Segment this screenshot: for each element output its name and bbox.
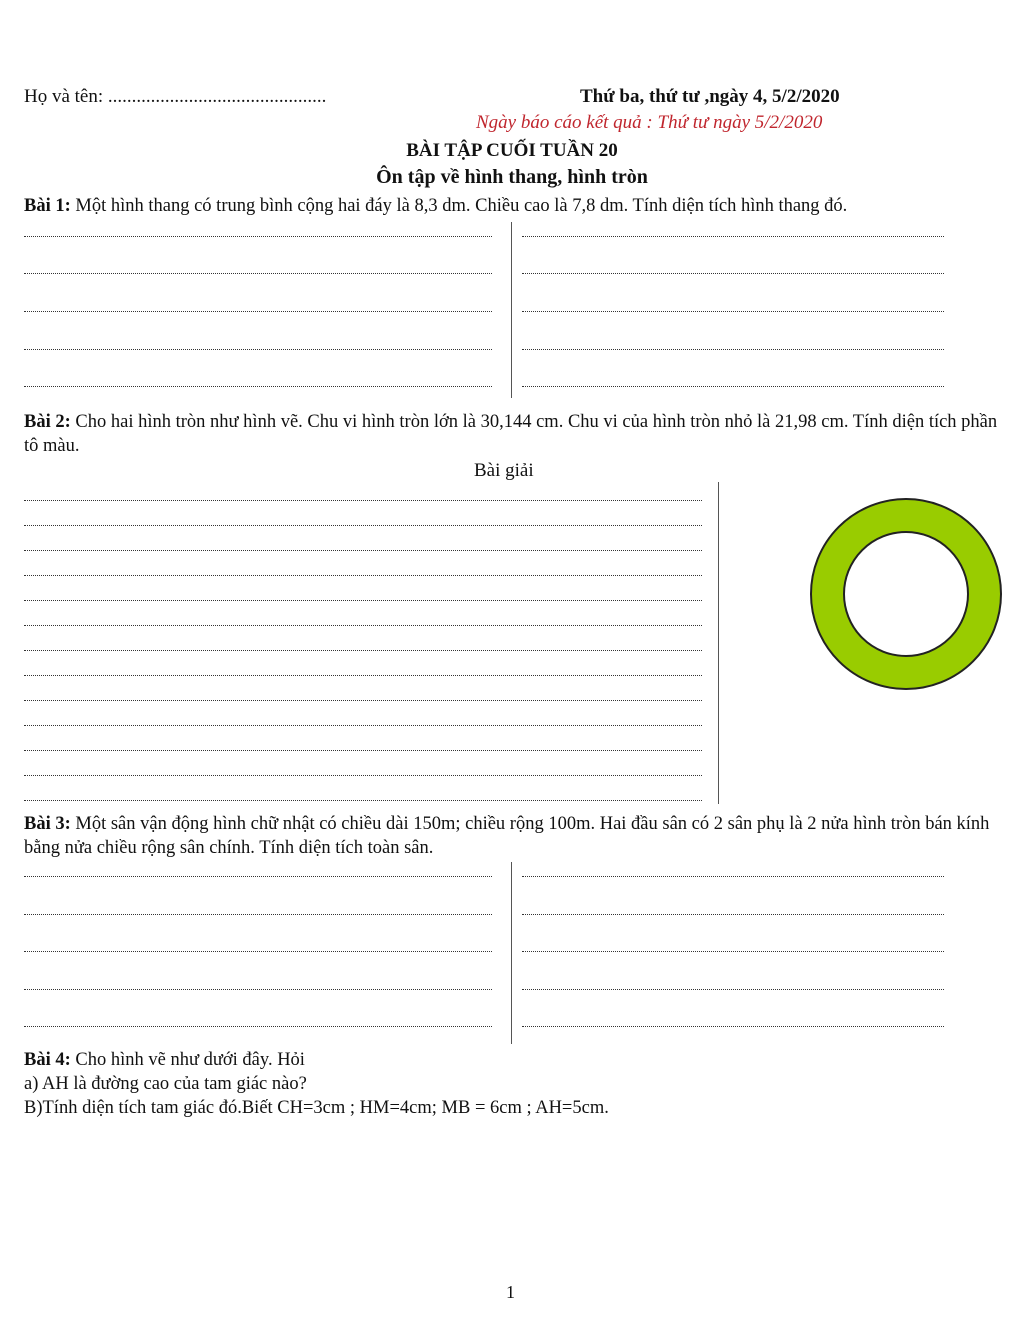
answer-line-right[interactable]	[522, 349, 944, 350]
exercise-4-part-b: B)Tính diện tích tam giác đó.Biết CH=3cm ; HM=4cm; MB = 6cm ; AH=5cm.	[24, 1098, 609, 1118]
answer-line[interactable]	[24, 750, 702, 751]
answer-line-right[interactable]	[522, 236, 944, 237]
exercise-3	[24, 812, 1004, 860]
exercise-2-column-divider	[718, 482, 719, 804]
exercise-4-text: Cho hình vẽ như dưới đây. Hỏi	[70, 1050, 305, 1070]
page-number: 1	[506, 1282, 515, 1302]
answer-line[interactable]	[24, 650, 702, 651]
answer-line[interactable]	[24, 575, 702, 576]
answer-line-left[interactable]	[24, 349, 492, 350]
answer-line-left[interactable]	[24, 914, 492, 915]
answer-line-right[interactable]	[522, 989, 944, 990]
worksheet-subtitle: Ôn tập về hình thang, hình tròn	[376, 166, 648, 188]
exercise-1-label: Bài 1:	[24, 196, 71, 216]
exercise-1-text: Một hình thang có trung bình cộng hai đáy là 8,3 dm. Chiều cao là 7,8 dm. Tính diện tích hình thang đó.	[70, 196, 848, 216]
exercise-4-part-a: a) AH là đường cao của tam giác nào?	[24, 1074, 307, 1094]
answer-line[interactable]	[24, 625, 702, 626]
worksheet-title: BÀI TẬP CUỐI TUẦN 20	[406, 140, 618, 161]
answer-line[interactable]	[24, 800, 702, 801]
exercise-3-column-divider	[511, 862, 512, 1044]
answer-line[interactable]	[24, 700, 702, 701]
exercise-3-label: Bài 3:	[24, 814, 71, 834]
exercise-2-label: Bài 2:	[24, 412, 71, 432]
answer-line[interactable]	[24, 775, 702, 776]
exercise-4-label: Bài 4:	[24, 1050, 71, 1070]
answer-line-right[interactable]	[522, 386, 944, 387]
exercise-1	[24, 194, 1004, 218]
answer-line-left[interactable]	[24, 236, 492, 237]
answer-line-left[interactable]	[24, 311, 492, 312]
date-heading: Thứ ba, thứ tư ,ngày 4, 5/2/2020	[580, 86, 840, 107]
exercise-2-text: Cho hai hình tròn như hình vẽ. Chu vi hình tròn lớn là 30,144 cm. Chu vi của hình tròn nhỏ là 21,98 cm. Tính diện tích phần tô màu.	[24, 412, 998, 456]
answer-line[interactable]	[24, 525, 702, 526]
answer-line-left[interactable]	[24, 876, 492, 877]
answer-line[interactable]	[24, 600, 702, 601]
answer-line-right[interactable]	[522, 273, 944, 274]
answer-line[interactable]	[24, 500, 702, 501]
answer-line-right[interactable]	[522, 951, 944, 952]
ring-figure	[808, 496, 1004, 692]
answer-line-right[interactable]	[522, 1026, 944, 1027]
answer-line-left[interactable]	[24, 273, 492, 274]
small-circle	[844, 532, 968, 656]
exercise-4	[24, 1048, 1004, 1072]
answer-line-right[interactable]	[522, 914, 944, 915]
answer-line-left[interactable]	[24, 989, 492, 990]
exercise-2	[24, 410, 1004, 458]
exercise-1-column-divider	[511, 222, 512, 398]
answer-line[interactable]	[24, 675, 702, 676]
answer-line-right[interactable]	[522, 876, 944, 877]
report-date: Ngày báo cáo kết quả : Thứ tư ngày 5/2/2020	[476, 112, 823, 133]
answer-line[interactable]	[24, 725, 702, 726]
answer-line-left[interactable]	[24, 1026, 492, 1027]
answer-line-left[interactable]	[24, 951, 492, 952]
answer-line-left[interactable]	[24, 386, 492, 387]
exercise-3-text: Một sân vận động hình chữ nhật có chiều dài 150m; chiều rộng 100m. Hai đầu sân có 2 sân phụ là 2 nửa hình tròn bán kính bằng nửa chiều rộng sân chính. Tính diện tích toàn sân.	[24, 814, 990, 858]
answer-line[interactable]	[24, 550, 702, 551]
solution-heading: Bài giải	[474, 460, 534, 481]
answer-line-right[interactable]	[522, 311, 944, 312]
name-field-label: Họ và tên: ..............................................	[24, 86, 327, 107]
